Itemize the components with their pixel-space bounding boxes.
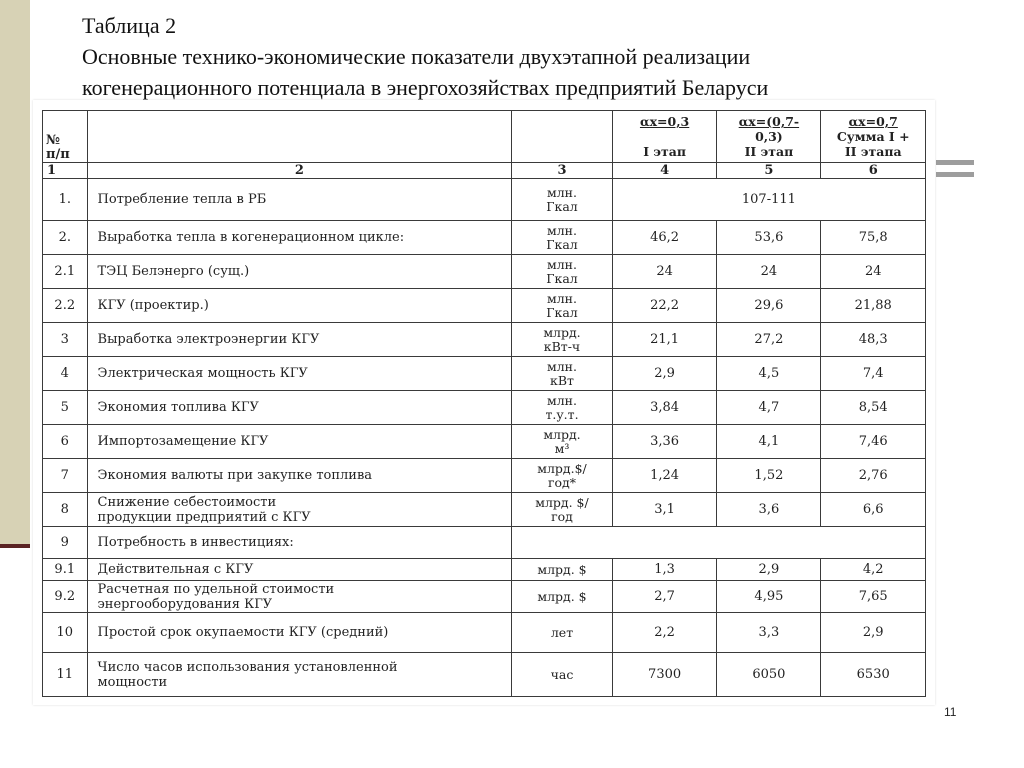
right-decor-bar-2 (936, 172, 974, 177)
row-name: Потребность в инвестициях: (87, 527, 512, 559)
row-unit: млн. Гкал (512, 221, 613, 255)
row-unit: млрд. $/ год (512, 493, 613, 527)
row-value-2: 2,9 (717, 559, 821, 581)
row-value-1: 2,2 (612, 613, 717, 653)
table-row (43, 425, 926, 459)
table-row (43, 653, 926, 697)
row-value-2: 3,6 (717, 493, 821, 527)
title-line-3: когенерационного потенциала в энергохозяйствах предприятий Беларуси (82, 75, 769, 100)
table-row (43, 255, 926, 289)
row-value-3: 6530 (821, 653, 926, 697)
row-value-1: 21,1 (612, 323, 717, 357)
row-value-3: 7,65 (821, 581, 926, 613)
row-unit: лет (512, 613, 613, 653)
row-value-1: 2,7 (612, 581, 717, 613)
table-row (43, 559, 926, 581)
row-unit: млрд. кВт-ч (512, 323, 613, 357)
row-name: Расчетная по удельной стоимости энергооборудования КГУ (87, 581, 512, 613)
row-unit: млрд. $ (512, 581, 613, 613)
slide-title (82, 10, 982, 103)
row-num: 2. (43, 221, 88, 255)
index-cell: 5 (717, 163, 821, 179)
row-num: 9.1 (43, 559, 88, 581)
row-value-3: 7,4 (821, 357, 926, 391)
side-decor-line (0, 544, 30, 548)
row-value-2: 27,2 (717, 323, 821, 357)
title-line-1: Таблица 2 (82, 13, 177, 38)
row-name: Экономия топлива КГУ (87, 391, 512, 425)
row-value-merged: 107-111 (612, 179, 925, 221)
row-num: 2.2 (43, 289, 88, 323)
row-unit: млрд. $ (512, 559, 613, 581)
table-row (43, 323, 926, 357)
row-value-2: 1,52 (717, 459, 821, 493)
row-value-3: 2,76 (821, 459, 926, 493)
row-num: 11 (43, 653, 88, 697)
row-value-1: 46,2 (612, 221, 717, 255)
row-num: 5 (43, 391, 88, 425)
row-num: 10 (43, 613, 88, 653)
row-num: 9.2 (43, 581, 88, 613)
row-value-3: 24 (821, 255, 926, 289)
row-name: Число часов использования установленной мощности (87, 653, 512, 697)
header-unit (512, 111, 613, 163)
table-row (43, 527, 926, 559)
table-image (33, 100, 935, 705)
table-row (43, 289, 926, 323)
header-stage-1: αx=0,3 I этап (612, 111, 717, 163)
row-value-2: 4,95 (717, 581, 821, 613)
row-name: КГУ (проектир.) (87, 289, 512, 323)
index-cell: 6 (821, 163, 926, 179)
row-unit: млн. Гкал (512, 289, 613, 323)
table-header-row (43, 111, 926, 163)
index-cell: 4 (612, 163, 717, 179)
row-name: Простой срок окупаемости КГУ (средний) (87, 613, 512, 653)
row-name: Потребление тепла в РБ (87, 179, 512, 221)
row-value-1: 3,84 (612, 391, 717, 425)
row-name: Выработка электроэнергии КГУ (87, 323, 512, 357)
row-unit: млн. т.у.т. (512, 391, 613, 425)
row-value-1: 3,1 (612, 493, 717, 527)
row-unit: час (512, 653, 613, 697)
row-value-2: 4,7 (717, 391, 821, 425)
header-stage-sum: αx=0,7 Сумма I + II этапа (821, 111, 926, 163)
row-value-2: 4,5 (717, 357, 821, 391)
table-row (43, 179, 926, 221)
index-cell: 3 (512, 163, 613, 179)
row-num: 7 (43, 459, 88, 493)
row-empty-merged (512, 527, 926, 559)
row-unit: млрд.$/ год* (512, 459, 613, 493)
page-number: 11 (944, 705, 957, 719)
row-value-3: 48,3 (821, 323, 926, 357)
row-value-3: 4,2 (821, 559, 926, 581)
table-row (43, 391, 926, 425)
table-row (43, 493, 926, 527)
row-value-1: 22,2 (612, 289, 717, 323)
row-value-1: 24 (612, 255, 717, 289)
row-value-3: 75,8 (821, 221, 926, 255)
index-cell: 1 (43, 163, 88, 179)
row-value-1: 1,24 (612, 459, 717, 493)
table-row (43, 357, 926, 391)
row-value-3: 7,46 (821, 425, 926, 459)
row-value-1: 2,9 (612, 357, 717, 391)
row-num: 9 (43, 527, 88, 559)
row-num: 4 (43, 357, 88, 391)
row-value-2: 3,3 (717, 613, 821, 653)
row-value-3: 8,54 (821, 391, 926, 425)
row-value-2: 4,1 (717, 425, 821, 459)
column-index-row (43, 163, 926, 179)
row-name: Импортозамещение КГУ (87, 425, 512, 459)
indicators-table (42, 110, 926, 697)
row-value-3: 21,88 (821, 289, 926, 323)
row-value-2: 53,6 (717, 221, 821, 255)
row-value-2: 24 (717, 255, 821, 289)
row-name: ТЭЦ Белэнерго (сущ.) (87, 255, 512, 289)
table-row (43, 581, 926, 613)
index-cell: 2 (87, 163, 512, 179)
row-name: Экономия валюты при закупке топлива (87, 459, 512, 493)
row-value-2: 29,6 (717, 289, 821, 323)
row-value-1: 3,36 (612, 425, 717, 459)
row-value-2: 6050 (717, 653, 821, 697)
row-unit: млн. Гкал (512, 179, 613, 221)
row-num: 6 (43, 425, 88, 459)
header-name (87, 111, 512, 163)
row-num: 3 (43, 323, 88, 357)
row-name: Снижение себестоимости продукции предприятий с КГУ (87, 493, 512, 527)
row-value-1: 7300 (612, 653, 717, 697)
row-name: Электрическая мощность КГУ (87, 357, 512, 391)
right-decor-bar-1 (936, 160, 974, 165)
table-row (43, 613, 926, 653)
row-unit: млн. Гкал (512, 255, 613, 289)
header-num: № п/п (43, 111, 88, 163)
row-value-1: 1,3 (612, 559, 717, 581)
side-decor-band (0, 0, 30, 548)
row-unit: млрд. м³ (512, 425, 613, 459)
row-num: 2.1 (43, 255, 88, 289)
row-name: Выработка тепла в когенерационном цикле: (87, 221, 512, 255)
row-value-3: 6,6 (821, 493, 926, 527)
table-row (43, 221, 926, 255)
row-name: Действительная с КГУ (87, 559, 512, 581)
title-line-2: Основные технико-экономические показатели двухэтапной реализации (82, 44, 751, 69)
table-row (43, 459, 926, 493)
row-num: 8 (43, 493, 88, 527)
header-stage-2: αx=(0,7- 0,3) II этап (717, 111, 821, 163)
row-num: 1. (43, 179, 88, 221)
row-unit: млн. кВт (512, 357, 613, 391)
row-value-3: 2,9 (821, 613, 926, 653)
